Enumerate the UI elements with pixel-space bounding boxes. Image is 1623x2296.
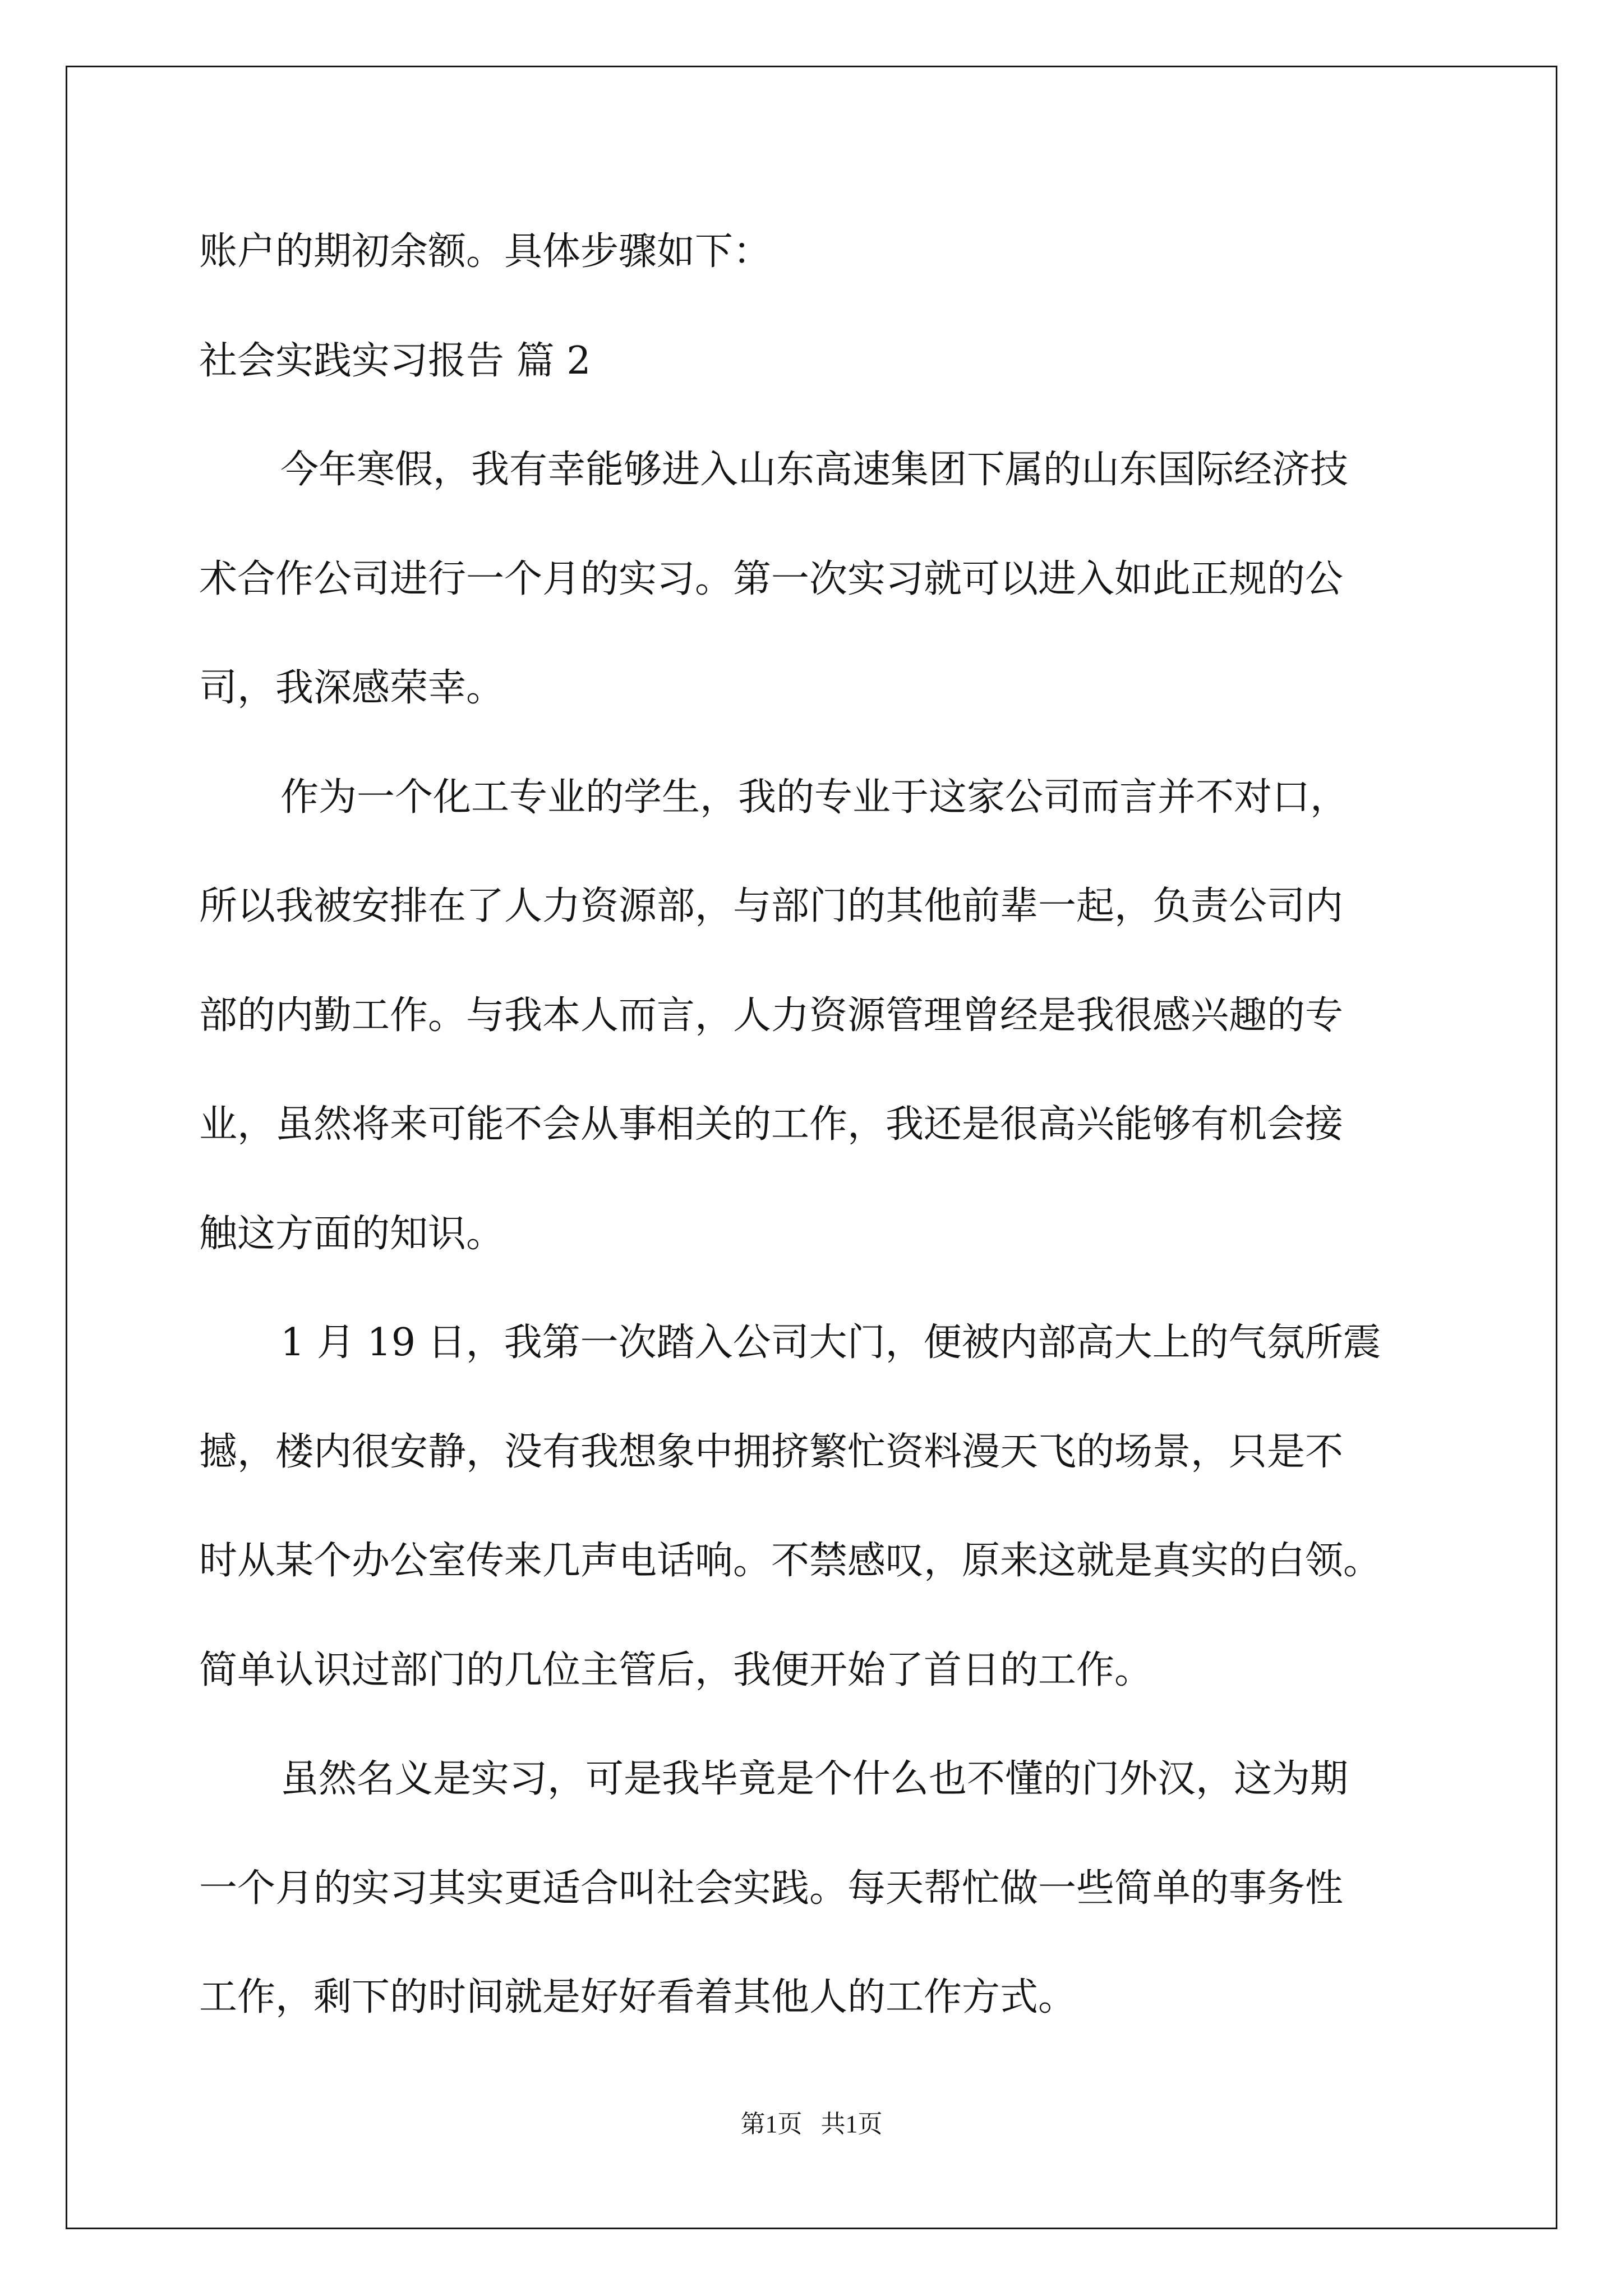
text-line: 部的内勤工作。与我本人而言，人力资源管理曾经是我很感兴趣的专 [199, 993, 1344, 1038]
text-line: 简单认识过部门的几位主管后，我便开始了首日的工作。 [199, 1648, 1153, 1692]
text-line: 业，虽然将来可能不会从事相关的工作，我还是很高兴能够有机会接 [199, 1102, 1344, 1147]
section-heading: 社会实践实习报告 篇 2 [199, 339, 591, 383]
text-line: 一个月的实习其实更适合叫社会实践。每天帮忙做一些简单的事务性 [199, 1866, 1344, 1911]
text-line: 司，我深感荣幸。 [199, 666, 505, 710]
text-line: 虽然名义是实习，可是我毕竟是个什么也不懂的门外汉，这为期 [280, 1757, 1349, 1801]
text-line: 今年寒假，我有幸能够进入山东高速集团下属的山东国际经济技 [280, 448, 1349, 492]
text-line: 工作，剩下的时间就是好好看着其他人的工作方式。 [199, 1975, 1077, 2019]
text-line: 作为一个化工专业的学生，我的专业于这家公司而言并不对口， [280, 775, 1349, 820]
text-line: 1 月 19 日，我第一次踏入公司大门，便被内部高大上的气氛所震 [280, 1320, 1381, 1365]
text-line: 术合作公司进行一个月的实习。第一次实习就可以进入如此正规的公 [199, 557, 1344, 601]
text-line: 时从某个办公室传来几声电话响。不禁感叹，原来这就是真实的白领。 [199, 1539, 1382, 1583]
text-line: 撼，楼内很安静，没有我想象中拥挤繁忙资料漫天飞的场景，只是不 [199, 1430, 1344, 1474]
text-line: 账户的期初余额。具体步骤如下： [199, 229, 772, 274]
text-line: 触这方面的知识。 [199, 1212, 505, 1256]
page-number-footer: 第1页 共1页 [740, 2110, 883, 2138]
text-line: 所以我被安排在了人力资源部，与部门的其他前辈一起，负责公司内 [199, 884, 1344, 928]
